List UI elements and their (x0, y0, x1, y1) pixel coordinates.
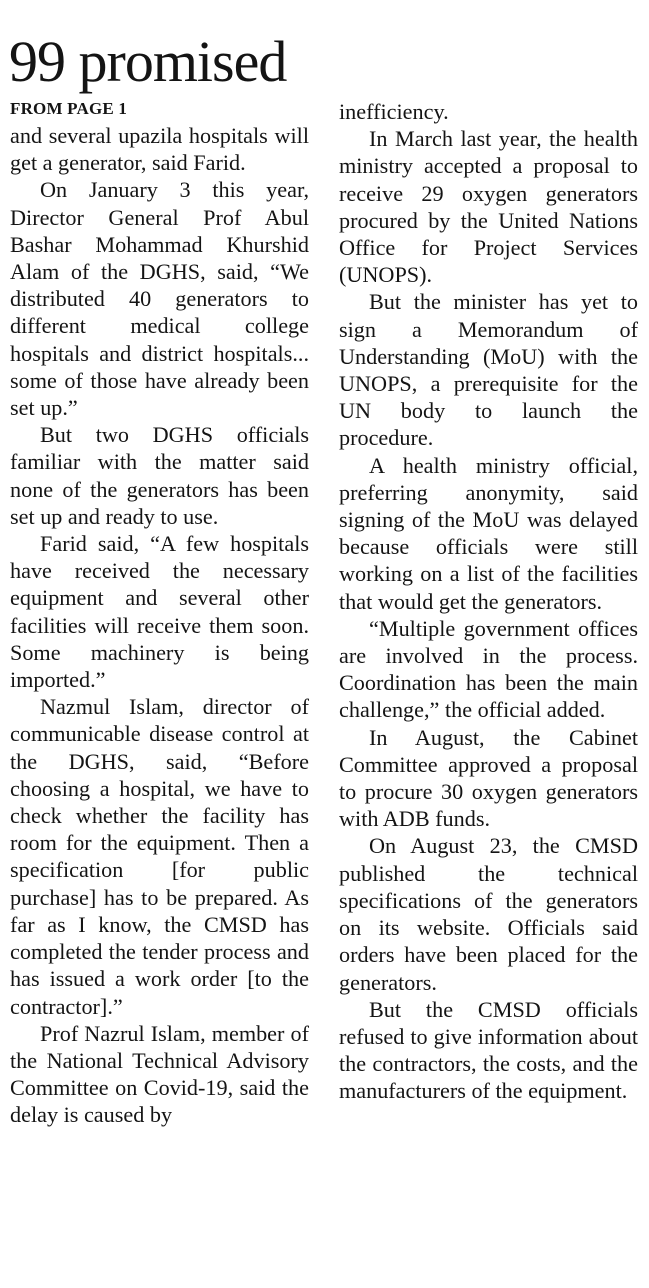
paragraph: But two DGHS officials familiar with the matter said none of the generators has been set up and ready to use. (10, 422, 309, 529)
continued-from-label: FROM PAGE 1 (10, 99, 128, 118)
paragraph: Prof Nazrul Islam, member of the National Technical Advisory Committee on Covid-19, said the delay is caused by (10, 1020, 309, 1128)
paragraph: But the minister has yet to sign a Memorandum of Understanding (MoU) with the UNOPS, a prerequisite for the UN body to launch the procedure. (339, 289, 638, 451)
paragraph: On August 23, the CMSD published the technical specifications of the generators on its website. Officials said orders have been placed for the generators. (339, 833, 638, 995)
paragraph: In March last year, the health ministry accepted a proposal to receive 29 oxygen generators procured by the United Nations Office for Project Services (UNOPS). (339, 126, 638, 288)
article-column-left (10, 122, 309, 1129)
article-column-right (339, 98, 638, 1105)
paragraph: and several upazila hospitals will get a generator, said Farid. (10, 123, 309, 176)
headline: 99 promised (9, 29, 287, 94)
paragraph: Farid said, “A few hospitals have received the necessary equipment and several other facilities will receive them soon. Some machinery is being imported.” (10, 531, 309, 693)
paragraph: A health ministry official, preferring anonymity, said signing of the MoU was delayed because officials were still working on a list of the facilities that would get the generators. (339, 452, 638, 614)
paragraph: But the CMSD officials refused to give information about the contractors, the costs, and the manufacturers of the equipment. (339, 996, 638, 1104)
paragraph: inefficiency. (339, 99, 449, 124)
paragraph: Nazmul Islam, director of communicable disease control at the DGHS, said, “Before choosing a hospital, we have to check whether the facility has room for the equipment. Then a specification [for public purchase] has to be prepared. As far as I know, the CMSD has completed the tender process and has issued a work order [to the contractor].” (10, 694, 309, 1019)
paragraph: In August, the Cabinet Committee approved a proposal to procure 30 oxygen generators with ADB funds. (339, 724, 638, 832)
paragraph: “Multiple government offices are involved in the process. Coordination has been the main challenge,” the official added. (339, 615, 638, 723)
paragraph: On January 3 this year, Director General Prof Abul Bashar Mohammad Khurshid Alam of the DGHS, said, “We distributed 40 generators to different medical college hospitals and district hospitals... some of those have already been set up.” (10, 177, 309, 421)
